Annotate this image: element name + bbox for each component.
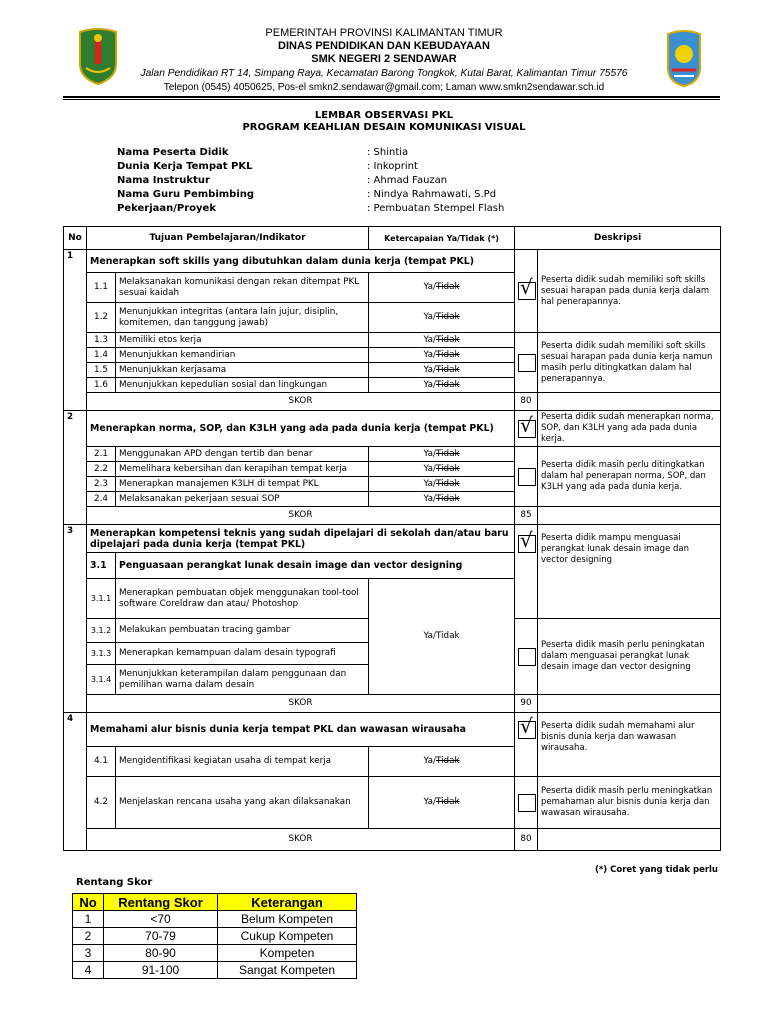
info-row [117,202,504,216]
capaian[interactable]: Ya/Tidak [369,378,515,393]
item-text: Menunjukkan kerjasama [116,363,369,378]
col-no: No [64,227,87,250]
rentang-title: Rentang Skor [76,877,153,888]
capaian[interactable]: Ya/Tidak [369,462,515,477]
info-label: Pekerjaan/Proyek [117,203,216,214]
info-value: : Shintia [367,147,409,158]
item-no: 3.1.1 [87,579,116,619]
info-label: Dunia Kerja Tempat PKL [117,161,253,172]
item-text: Menerapkan manajemen K3LH di tempat PKL [116,477,369,492]
check-no[interactable] [515,619,538,695]
school-name: SMK NEGERI 2 SENDAWAR [311,53,457,65]
col-tujuan: Tujuan Pembelajaran/Indikator [87,227,369,250]
item-no: 1.3 [87,333,116,348]
desc-yes: Peserta didik sudah memahami alur bisnis dunia kerja dan wawasan wirausaha. [538,713,721,777]
check-mark: √ [520,528,533,552]
item-text: Melaksanakan pekerjaan sesuai SOP [116,492,369,507]
sub-title: Penguasaan perangkat lunak desain image dan vector designing [116,553,515,579]
rentang-ket: Belum Kompeten [218,911,357,928]
section-row [64,713,721,747]
doc-subtitle: PROGRAM KEAHLIAN DESAIN KOMUNIKASI VISUAL [242,122,526,133]
info-value: : Pembuatan Stempel Flash [367,203,505,214]
skor-value: 80 [515,829,538,851]
skor-label: SKOR [87,507,515,525]
info-value: : Ahmad Fauzan [367,175,448,186]
info-label: Nama Peserta Didik [117,147,229,158]
table-row [64,777,721,829]
item-no: 2.2 [87,462,116,477]
desc-yes: Peserta didik mampu menguasai perangkat lunak desain image dan vector designing [538,525,721,619]
desc-no: Peserta didik masih perlu peningkatan dalam menguasai perangkat lunak desain image dan vector designing [538,619,721,695]
rentang-row [73,945,357,962]
skor-row [64,695,721,713]
info-row [117,174,504,188]
skor-value: 90 [515,695,538,713]
item-text: Memiliki etos kerja [116,333,369,348]
item-no: 1.6 [87,378,116,393]
capaian[interactable]: Ya/Tidak [369,477,515,492]
rentang-no: 3 [73,945,104,962]
gov-name: PEMERINTAH PROVINSI KALIMANTAN TIMUR [265,27,503,39]
section-no: 3 [64,525,87,713]
capaian[interactable]: Ya/Tidak [369,579,515,695]
rentang-no: 1 [73,911,104,928]
check-no[interactable] [515,777,538,829]
skor-value: 85 [515,507,538,525]
item-no: 1.4 [87,348,116,363]
info-label: Nama Guru Pembimbing [117,189,255,200]
info-row [117,146,504,160]
rentang-range: 91-100 [104,962,218,979]
section-title: Menerapkan soft skills yang dibutuhkan dalam dunia kerja (tempat PKL) [87,250,515,273]
desc-no: Peserta didik masih perlu meningkatkan pemahaman alur bisnis dunia kerja dan wawasan wirausaha. [538,777,721,829]
letterhead-divider [63,96,720,100]
skor-row [64,393,721,411]
item-text: Menerapkan pembuatan objek menggunakan tool-tool software Coreldraw dan atau/ Photoshop [116,579,369,619]
table-row [64,333,721,348]
info-value: : Inkoprint [367,161,418,172]
doc-title: LEMBAR OBSERVASI PKL [314,110,454,121]
table-row [64,447,721,462]
item-no: 2.4 [87,492,116,507]
check-yes[interactable] [515,713,538,777]
section-title: Memahami alur bisnis dunia kerja tempat PKL dan wawasan wirausaha [87,713,515,747]
department-name: DINAS PENDIDIKAN DAN KEBUDAYAAN [278,40,490,52]
capaian[interactable]: Ya/Tidak [369,777,515,829]
check-no[interactable] [515,333,538,393]
capaian[interactable]: Ya/Tidak [369,348,515,363]
info-row [117,160,504,174]
rentang-no: 4 [73,962,104,979]
check-yes[interactable] [515,525,538,619]
section-row [64,525,721,553]
skor-row [64,829,721,851]
section-no: 2 [64,411,87,525]
footnote: (*) Coret yang tidak perlu [594,865,718,875]
item-no: 2.3 [87,477,116,492]
rentang-range: 70-79 [104,928,218,945]
item-text: Menunjukkan keterampilan dalam penggunaan dan pemilihan warna dalam desain [116,665,369,695]
rentang-ket: Kompeten [218,945,357,962]
section-no: 1 [64,250,87,411]
rentang-range: <70 [104,911,218,928]
rentang-ket: Sangat Kompeten [218,962,357,979]
rentang-no: 2 [73,928,104,945]
capaian[interactable]: Ya/Tidak [369,363,515,378]
student-info [117,146,504,216]
item-no: 1.5 [87,363,116,378]
rentang-ket: Cukup Kompeten [218,928,357,945]
observation-table [63,226,721,851]
rentang-header [73,894,357,911]
col-deskripsi: Deskripsi [515,227,721,250]
item-text: Menunjukkan kepedulian sosial dan lingkungan [116,378,369,393]
school-address: Jalan Pendidikan RT 14, Simpang Raya, Kecamatan Barong Tongkok, Kutai Barat, Kalimantan Timur 75576 [140,68,628,79]
check-mark: √ [520,275,533,299]
check-no[interactable] [515,447,538,507]
col-capaian: Ketercapaian Ya/Tidak (*) [369,227,515,250]
capaian[interactable]: Ya/Tidak [369,333,515,348]
check-yes[interactable] [515,411,538,447]
item-no: 4.2 [87,777,116,829]
item-text: Menjelaskan rencana usaha yang akan dilaksanakan [116,777,369,829]
item-text: Menunjukkan integritas (antara lain jujur, disiplin, komitemen, dan tanggung jawab) [116,303,369,333]
desc-yes: Peserta didik sudah memiliki soft skills sesuai harapan pada dunia kerja dalam hal penerapannya. [538,250,721,333]
info-value: : Nindya Rahmawati, S.Pd [367,189,497,200]
rentang-table [72,893,357,979]
item-text: Menerapkan kemampuan dalam desain typografi [116,643,369,665]
skor-row [64,507,721,525]
item-no: 3.1.3 [87,643,116,665]
rentang-range: 80-90 [104,945,218,962]
check-mark: √ [520,714,533,738]
item-no: 1.1 [87,273,116,303]
rentang-row [73,962,357,979]
item-no: 2.1 [87,447,116,462]
item-text: Mengidentifikasi kegiatan usaha di tempat kerja [116,747,369,777]
sub-no: 3.1 [87,553,116,579]
table-header [64,227,721,250]
item-text: Melaksanakan komunikasi dengan rekan ditempat PKL sesuai kaidah [116,273,369,303]
section-title: Menerapkan norma, SOP, dan K3LH yang ada pada dunia kerja (tempat PKL) [87,411,515,447]
item-no: 3.1.4 [87,665,116,695]
item-no: 1.2 [87,303,116,333]
skor-label: SKOR [87,695,515,713]
desc-yes: Peserta didik sudah menerapkan norma, SOP, dan K3LH yang ada pada dunia kerja. [538,411,721,447]
item-text: Melakukan pembuatan tracing gambar [116,619,369,643]
desc-no: Peserta didik sudah memiliki soft skills sesuai harapan pada dunia kerja namun masih perlu ditingkatkan dalam hal penerapannya. [538,333,721,393]
section-row [64,411,721,447]
rentang-row [73,911,357,928]
item-no: 3.1.2 [87,619,116,643]
info-row [117,188,504,202]
skor-value: 80 [515,393,538,411]
rentang-row [73,928,357,945]
rentang-col-no: No [73,894,104,911]
section-no: 4 [64,713,87,851]
section-row [64,250,721,273]
item-text: Menunjukkan kemandirian [116,348,369,363]
info-label: Nama Instruktur [117,175,210,186]
desc-no: Peserta didik masih perlu ditingkatkan dalam hal penerapan norma, SOP, dan K3LH yang ada pada dunia kerja. [538,447,721,507]
check-yes[interactable] [515,250,538,333]
skor-label: SKOR [87,393,515,411]
check-mark: √ [520,412,533,437]
capaian[interactable]: Ya/Tidak [369,273,515,303]
capaian[interactable]: Ya/Tidak [369,747,515,777]
section-title: Menerapkan kompetensi teknis yang sudah dipelajari di sekolah dan/atau baru dipelajari pada dunia kerja (tempat PKL) [87,525,515,553]
capaian[interactable]: Ya/Tidak [369,303,515,333]
capaian[interactable]: Ya/Tidak [369,492,515,507]
skor-label: SKOR [87,829,515,851]
school-contact: Telepon (0545) 4050625, Pos-el smkn2.sendawar@gmail.com; Laman www.smkn2sendawar.sch.id [163,82,605,93]
item-text: Menggunakan APD dengan tertib dan benar [116,447,369,462]
capaian[interactable]: Ya/Tidak [369,447,515,462]
item-no: 4.1 [87,747,116,777]
item-text: Memelihara kebersihan dan kerapihan tempat kerja [116,462,369,477]
rentang-col-range: Rentang Skor [104,894,218,911]
rentang-col-ket: Keterangan [218,894,357,911]
